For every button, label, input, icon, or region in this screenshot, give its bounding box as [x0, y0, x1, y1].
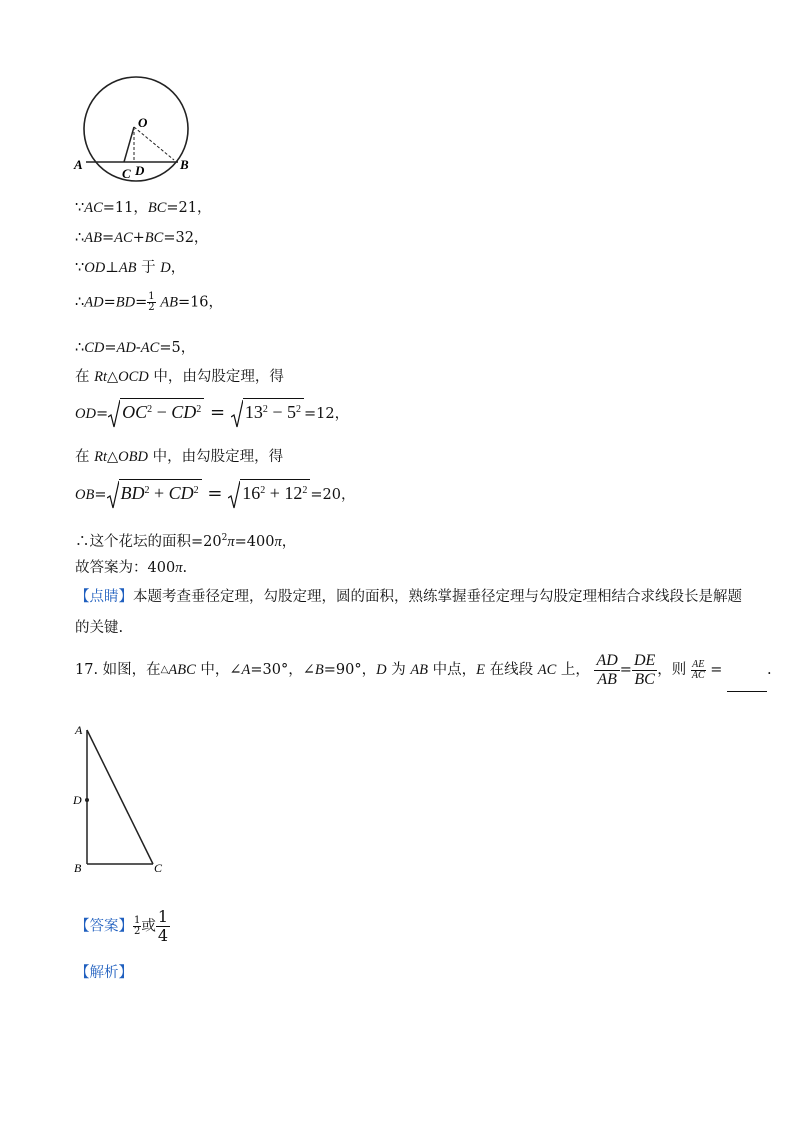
seg-ac: AC: [537, 662, 557, 678]
number: 13: [244, 402, 263, 422]
numerator: 1: [157, 907, 169, 926]
text: =32，: [163, 230, 209, 246]
seg-ac: AC: [140, 340, 160, 356]
solution-line-6: [75, 367, 284, 387]
operator: −: [152, 402, 172, 422]
label-b: B: [180, 157, 189, 172]
operator: +: [149, 483, 169, 503]
triangle-symbol: △: [107, 369, 119, 385]
dianjing-tag: 【点睛】: [75, 589, 133, 605]
text: =: [201, 483, 229, 504]
text: 故答案为：400: [75, 560, 176, 576]
seg-bd: BD: [120, 483, 145, 503]
pi-symbol: π: [227, 533, 235, 550]
denominator: 4: [157, 926, 169, 945]
exponent: 2: [196, 404, 202, 415]
solution-line-1: [75, 198, 212, 218]
text: 在: [75, 449, 95, 465]
text: ∴这个花坛的面积=20: [75, 533, 222, 550]
text: ，则: [657, 662, 687, 678]
operator: −: [267, 402, 287, 422]
denominator: AC: [691, 669, 705, 681]
fraction-ae-ac: [691, 660, 706, 681]
seg-od: OD: [84, 260, 106, 276]
text: 在: [75, 369, 95, 385]
text: =: [705, 662, 728, 678]
dianjing-text: 本题考查垂径定理，勾股定理，圆的面积，熟练掌握垂径定理与勾股定理相结合求线段长是解题: [133, 589, 742, 605]
exponent: 2: [260, 485, 266, 496]
number: 5: [286, 402, 296, 422]
seg-bc: BC: [144, 230, 164, 246]
rt-label: Rt: [94, 449, 107, 465]
text: =30°，∠: [250, 662, 315, 678]
triangle-name: OBD: [118, 449, 148, 465]
text: 中，∠: [195, 662, 242, 678]
point-d-dot: [85, 798, 89, 802]
seg-ad: AD: [116, 340, 136, 356]
therefore-symbol: ∴: [75, 294, 85, 311]
text: +: [132, 230, 145, 246]
text: =: [619, 662, 632, 678]
question-17: [75, 648, 772, 692]
text: ，: [170, 260, 186, 276]
question-number: 17. 如图，在: [75, 662, 161, 678]
sqrt-expression-4: [228, 478, 310, 512]
seg-cd: CD: [168, 483, 194, 503]
pi-symbol: π: [175, 560, 183, 576]
seg-ad: AD: [84, 294, 104, 311]
radical-sign: [108, 399, 120, 429]
radical-sign: [107, 480, 119, 510]
text: =: [94, 487, 107, 503]
seg-ob: OB: [75, 487, 95, 503]
angle-b: B: [314, 662, 324, 678]
label-b: B: [74, 861, 82, 875]
numerator: AD: [596, 651, 618, 669]
answer-tag: 【答案】: [75, 918, 133, 935]
text: 于: [136, 260, 161, 276]
analysis-line: [75, 963, 133, 983]
text: .: [767, 662, 772, 678]
text: 中，由勾股定理，得: [147, 449, 284, 465]
triangle-symbol: △: [107, 449, 119, 465]
perp-symbol: ⊥: [105, 260, 119, 276]
solution-line-2: [75, 228, 208, 248]
text: 或: [141, 918, 156, 935]
radical-sign: [228, 480, 240, 510]
label-c: C: [154, 861, 163, 875]
text: =: [104, 340, 117, 356]
dianjing-line-2: [75, 618, 123, 638]
solution-line-7: [75, 396, 349, 430]
solution-line-4: [75, 292, 223, 318]
denominator: AB: [594, 670, 619, 689]
text: =: [95, 406, 109, 422]
analysis-tag: 【解析】: [75, 965, 133, 981]
numerator: DE: [633, 651, 656, 669]
sqrt-expression-3: [107, 478, 202, 512]
exponent: 2: [147, 404, 153, 415]
circle-figure: [70, 65, 200, 185]
segment-ac: [87, 730, 153, 864]
triangle-name: OCD: [118, 369, 149, 385]
text: =20，: [310, 487, 356, 503]
label-d: D: [135, 163, 145, 178]
numerator: AE: [692, 658, 705, 670]
number: 16: [242, 483, 261, 503]
because-symbol: ∵: [75, 200, 85, 216]
text: =: [101, 230, 115, 246]
triangle-figure: [70, 722, 180, 882]
seg-od: OD: [75, 406, 96, 422]
fraction-ad-ab: [594, 652, 619, 689]
solution-line-5: [75, 338, 195, 358]
number: 12: [284, 483, 303, 503]
exponent: 2: [144, 485, 150, 496]
answer-fraction-2: [156, 908, 170, 945]
segment-oc: [124, 127, 134, 162]
therefore-symbol: ∴: [75, 340, 85, 356]
answer-blank: [727, 677, 767, 692]
numerator: 1: [148, 291, 155, 302]
text: 中，由勾股定理，得: [148, 369, 284, 385]
exponent: 2: [193, 485, 199, 496]
solution-line-9: [75, 477, 355, 511]
text: .: [182, 560, 188, 576]
seg-ab: AB: [84, 230, 102, 246]
seg-ab: AB: [410, 662, 429, 678]
text: =400: [234, 533, 275, 550]
exponent: 2: [221, 533, 228, 543]
because-symbol: ∵: [75, 260, 85, 276]
seg-cd: CD: [84, 340, 105, 356]
denominator: 2: [148, 302, 155, 313]
denominator: BC: [632, 670, 657, 689]
radical-sign: [231, 399, 243, 429]
text: =90°，: [323, 662, 377, 678]
label-d: D: [73, 793, 82, 807]
pi-symbol: π: [274, 533, 282, 550]
seg-ac: AC: [114, 230, 133, 246]
solution-line-3: [75, 258, 185, 278]
text: =: [103, 294, 116, 311]
text: =11，: [102, 200, 148, 216]
text: =5，: [159, 340, 196, 356]
seg-bd: BD: [115, 294, 136, 311]
dianjing-text: 的关键.: [75, 620, 124, 636]
text: -: [135, 340, 141, 356]
point-e: E: [476, 662, 485, 678]
sqrt-expression-1: [108, 397, 204, 431]
text: =: [135, 294, 148, 311]
fraction-half: [147, 292, 155, 313]
triangle-name: ABC: [168, 662, 196, 678]
text: 在线段: [485, 662, 538, 678]
seg-ac: AC: [84, 200, 103, 216]
text: 上，: [556, 662, 590, 678]
solution-line-10: [75, 528, 296, 552]
seg-cd: CD: [171, 402, 197, 422]
exponent: 2: [302, 485, 308, 496]
therefore-symbol: ∴: [75, 230, 85, 246]
seg-bc: BC: [147, 200, 167, 216]
sqrt-expression-2: [231, 397, 304, 431]
triangle-symbol: △: [160, 664, 169, 675]
text: =21，: [166, 200, 212, 216]
text: 中点，: [428, 662, 477, 678]
dianjing-line-1: [75, 587, 742, 607]
fraction-de-bc: [632, 652, 657, 689]
label-c: C: [122, 166, 131, 181]
answer-line: [75, 908, 170, 944]
label-a: A: [75, 723, 83, 737]
seg-ab: AB: [160, 294, 178, 311]
denominator: 2: [134, 926, 141, 937]
point-d: D: [376, 662, 387, 678]
exponent: 2: [262, 404, 268, 415]
operator: +: [265, 483, 285, 503]
label-a: A: [74, 157, 83, 172]
text: =12，: [303, 406, 350, 422]
numerator: 1: [134, 915, 141, 926]
text: ，: [281, 533, 297, 550]
text: =16，: [177, 294, 224, 311]
rt-label: Rt: [94, 369, 107, 385]
segment-ob: [134, 127, 174, 160]
text: 为: [386, 662, 411, 678]
exponent: 2: [295, 404, 301, 415]
text: =: [204, 402, 231, 423]
solution-line-8: [75, 447, 283, 467]
label-o: O: [138, 115, 148, 130]
angle-a: A: [241, 662, 251, 678]
seg-ab: AB: [118, 260, 137, 276]
solution-line-11: [75, 558, 187, 578]
point-d: D: [160, 260, 171, 276]
seg-oc: OC: [122, 402, 148, 422]
